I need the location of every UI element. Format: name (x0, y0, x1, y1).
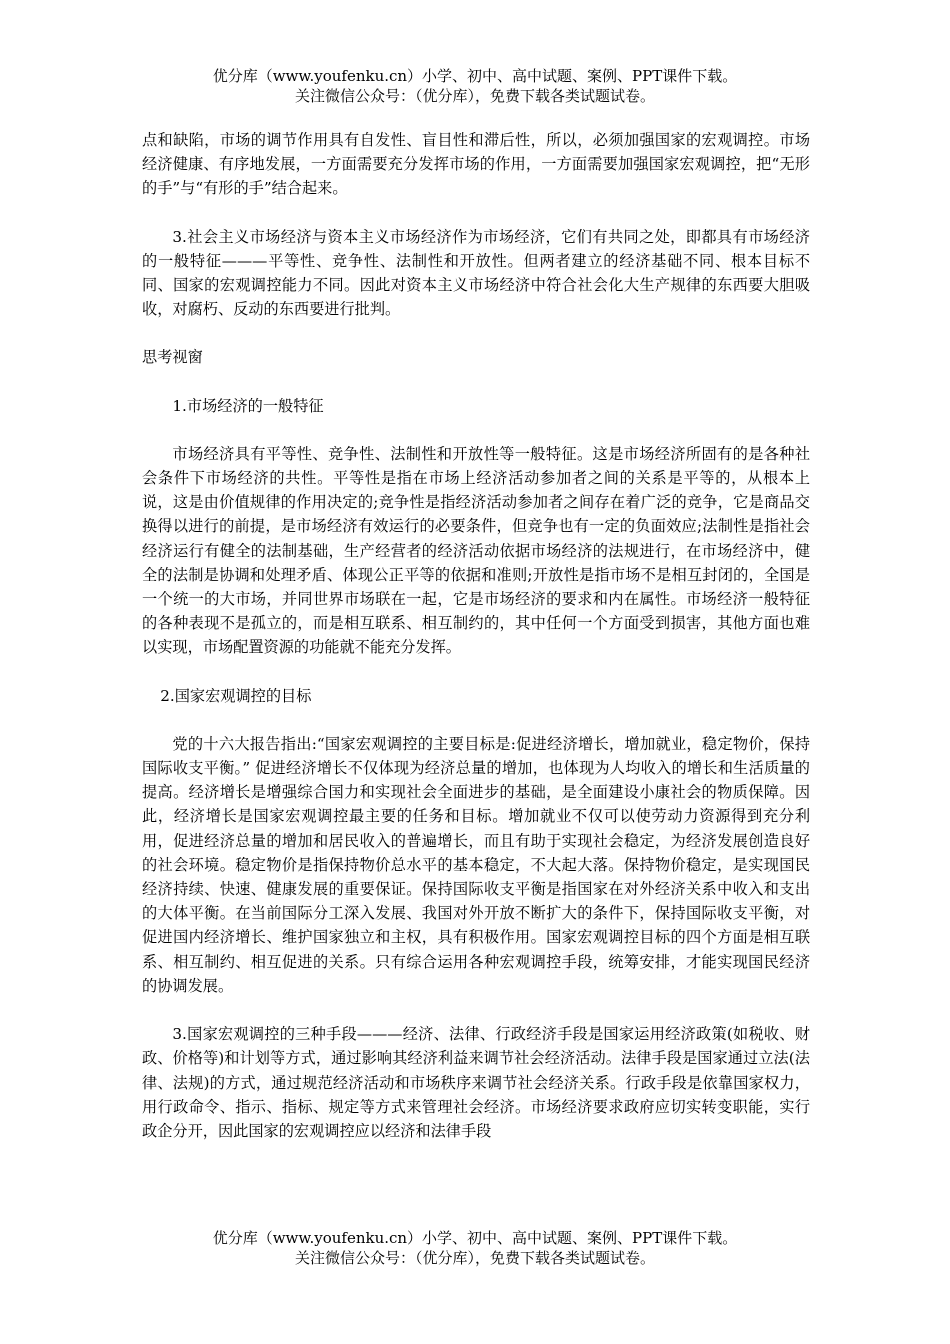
paragraph-market-features: 市场经济具有平等性、竞争性、法制性和开放性等一般特征。这是市场经济所固有的是各种社会条件下市场经济的共性。平等性是指在市场上经济活动参加者之间的关系是平等的，从根本上说，这是由价值规律的作用决定的;竞争性是指经济活动参加者之间存在着广泛的竞争，它是商品交 换得以进行的前提，是市场经济有效运行的必要条件，但竞争也有一定的负面效应;法制性是指社会经济运行有健全的法制基础，生产经营者的经济活动依据市场经济的法规进行，在市场经济中，健全的法制是协调和处理矛盾、体现公正平等的依据和准则;开放性是指市场不是相互封闭的，全国是一个统一的大市场，并同世界市场联在一起，它是市场经济的要求和内在属性。市场经济一般特征的各种表现不是孤立的，而是相互联系、相互制约的，其中任何一个方面受到损害，其他方面也难以实现，市场配置资源的功能就不能充分发挥。 (142, 444, 810, 657)
page-header (0, 66, 950, 106)
footer-line-2: 关注微信公众号：（优分库），免费下载各类试题试卷。 (294, 1249, 655, 1267)
page-footer (0, 1228, 950, 1268)
paragraph-point-3: 3.社会主义市场经济与资本主义市场经济作为市场经济，它们有共同之处，即都具有市场经济 的一般特征———平等性、竞争性、法制性和开放性。但两者建立的经济基础不同、根本目标不同、国家的宏观调控能力不同。因此对资本主义市场经济中符合社会化大生产规律的东西要大胆吸收，对腐朽、反动的东西要进行批判。 (142, 227, 810, 319)
subheading-market-features: 1.市场经济的一般特征 (172, 396, 324, 415)
subheading-macro-goals: 2.国家宏观调控的目标 (160, 686, 312, 705)
paragraph-macro-means: 3.国家宏观调控的三种手段———经济、法律、行政经济手段是国家运用经济政策(如税收、财政、价格等)和计划等方式，通过影响其经济利益来调节社会经济活动。法律手段是国家通过立法(法律、法规)的方式，通过规范经济活动和市场秩序来调节社会经济关系。行政手段是依靠国家权力，用行政命令、指示、指标、规定等方式来管理社会经济。市场经济要求政府应切实转变职能，实行政企分开，因此国家的宏观调控应以经济和法律手段 (142, 1025, 810, 1140)
header-line-1: 优分库（www.youfenku.cn）小学、初中、高中试题、案例、PPT课件下载。 (212, 67, 738, 85)
paragraph-continuation: 点和缺陷，市场的调节作用具有自发性、盲目性和滞后性，所以，必须加强国家的宏观调控。市场经济健康、有序地发展，一方面需要充分发挥市场的作用，一方面需要加强国家宏观调控，把“无形的手”与“有形的手”结合起来。 (142, 131, 810, 198)
document-body (142, 128, 810, 1167)
section-heading-thinking-window: 思考视窗 (142, 348, 203, 367)
header-line-2: 关注微信公众号：（优分库），免费下载各类试题试卷。 (294, 87, 655, 105)
footer-line-1: 优分库（www.youfenku.cn）小学、初中、高中试题、案例、PPT课件下载。 (212, 1229, 738, 1247)
paragraph-macro-goals: 党的十六大报告指出:“国家宏观调控的主要目标是:促进经济增长，增加就业，稳定物价，保持国际收支平衡。” 促进经济增长不仅体现为经济总量的增加，也体现为人均收入的增长和生活质量的提高。经济增长是增强综合国力和实现社会全面进步的基础，是全面建设小康社会的物质保障。因此，经济增长是国家宏观调控最主要的任务和目标。增加就业不仅可以使劳动力资源得到充分利用，促进经济总量的增加和居民收入的普遍增长，而且有助于实现社会稳定，为经济发展创造良好的社会环境。稳定物价是指保持物价总水平的基本稳定，不大起大落。保持物价稳定，是实现国民经济持续、快速、健康发展的重要保证。保持国际收支平衡是指国家在对外经济关系中收入和支出的大体平衡。在当前国际分工深入发展、我国对外开放不断扩大的条件下，保持国际收支平衡，对促进国内经济增长、维护国家独立和主权，具有积极作用。国家宏观调控目标的四个方面是相互联系、相互制约、相互促进的关系。只有综合运用各种宏观调控手段，统筹安排，才能实现国民经济的协调发展。 (142, 734, 810, 995)
